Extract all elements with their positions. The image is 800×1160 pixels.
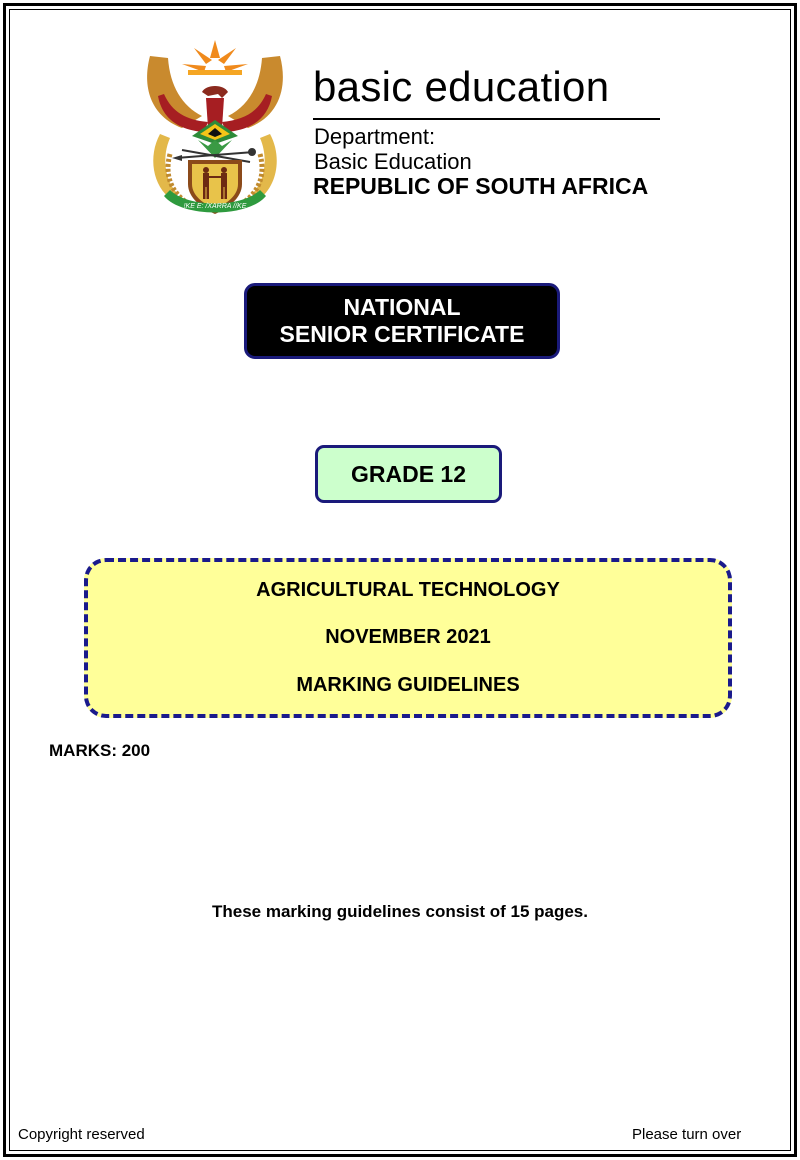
exam-session: NOVEMBER 2021 [325, 626, 491, 648]
page-count-note: These marking guidelines consist of 15 pages. [211, 902, 588, 921]
brand-divider [313, 118, 660, 120]
subject-title: AGRICULTURAL TECHNOLOGY [256, 579, 560, 601]
coat-of-arms-icon [142, 36, 288, 216]
total-marks: MARKS: 200 [49, 741, 151, 760]
crest-motto: !KE E: /XARRA //KE [183, 203, 247, 210]
brand-title: basic education [313, 63, 610, 110]
certificate-banner [244, 283, 560, 359]
document-type: MARKING GUIDELINES [296, 674, 520, 696]
certificate-line-2: SENIOR CERTIFICATE [279, 321, 525, 347]
footer-copyright: Copyright reserved [18, 1126, 145, 1143]
grade-badge: GRADE 12 [315, 445, 502, 503]
subject-panel [84, 558, 732, 718]
footer-turn-over: Please turn over [632, 1126, 742, 1143]
certificate-line-1: NATIONAL [343, 294, 461, 320]
department-name: Basic Education [314, 149, 472, 174]
department-label: Department: [314, 124, 436, 149]
country-name: REPUBLIC OF SOUTH AFRICA [313, 173, 649, 199]
